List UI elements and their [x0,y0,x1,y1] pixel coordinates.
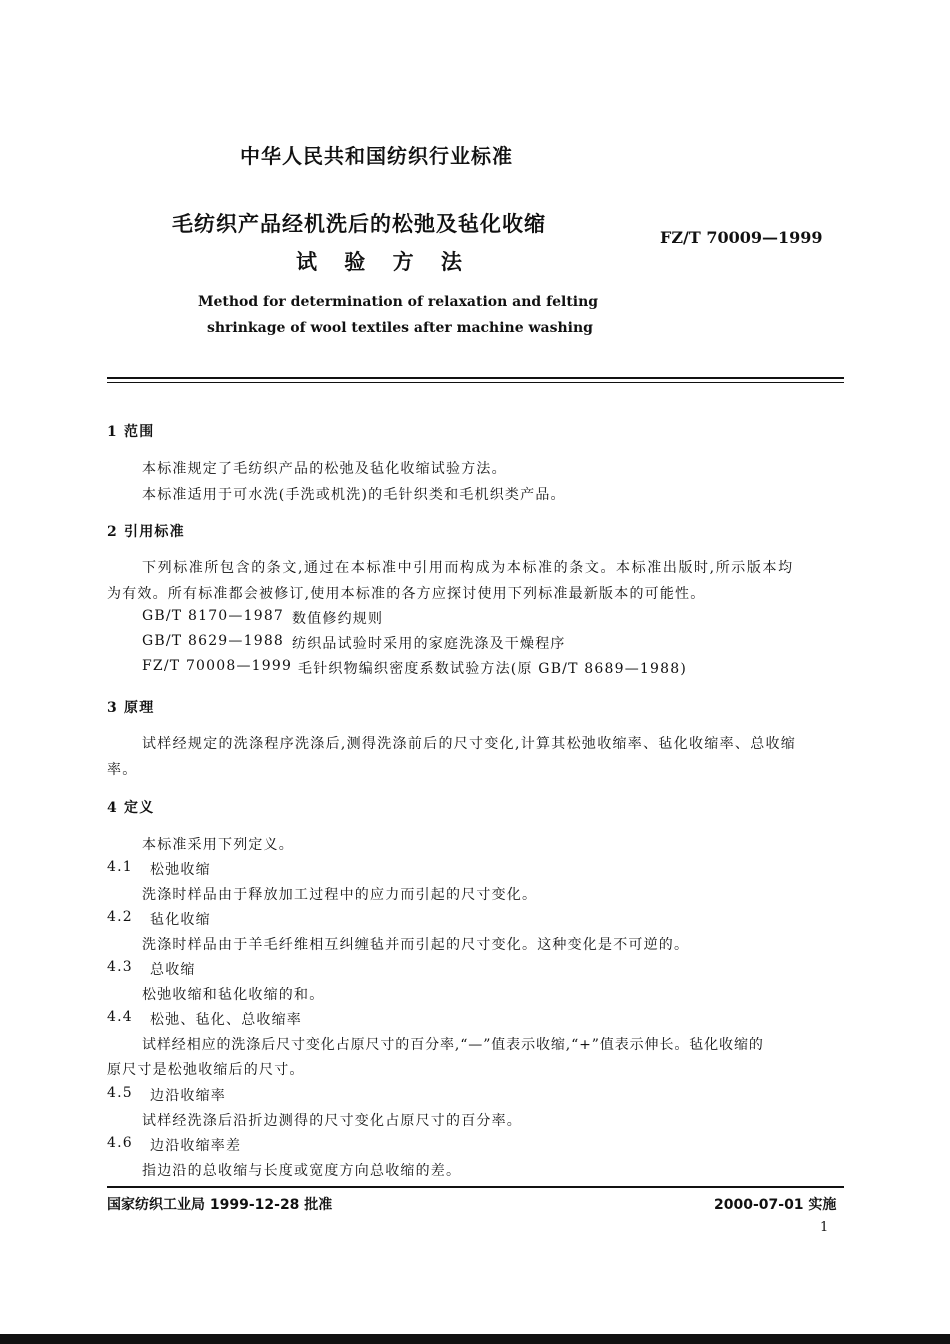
reference-title: 毛针织物编织密度系数试验方法(原 GB/T 8689—1988) [298,661,688,677]
section-3-paragraph-line1: 试样经规定的洗涤程序洗涤后,测得洗涤前后的尺寸变化,计算其松弛收缩率、毡化收缩率、总收缩 [142,736,797,752]
english-title-line2: shrinkage of wool textiles after machine washing [207,320,593,336]
definition-term: 毡化收缩 [150,912,211,928]
section-1-paragraph-1: 本标准规定了毛纺织产品的松弛及毡化收缩试验方法。 [142,461,507,477]
definition-number: 4.3 [107,959,133,975]
reference-code: FZ/T 70008—1999 [142,658,293,674]
definition-number: 4.2 [107,909,133,925]
header-divider-thick [107,377,844,379]
section-2-paragraph-line2: 为有效。所有标准都会被修订,使用本标准的各方应探讨使用下列标准最新版本的可能性。 [107,586,706,602]
section-2-paragraph-line1: 下列标准所包含的条文,通过在本标准中引用而构成为本标准的条文。本标准出版时,所示版本均 [142,560,794,576]
page-number: 1 [820,1220,829,1235]
section-1-paragraph-2: 本标准适用于可水洗(手洗或机洗)的毛针织类和毛机织类产品。 [142,487,566,503]
document-title-line1: 毛纺织产品经机洗后的松弛及毡化收缩 [172,212,546,236]
definition-text: 试样经相应的洗涤后尺寸变化占原尺寸的百分率,“—”值表示收缩,“+”值表示伸长。毡化收缩的 [142,1037,764,1053]
section-3-heading: 3 原理 [107,700,155,716]
document-title-line2: 试 验 方 法 [296,250,472,274]
definition-text: 指边沿的总收缩与长度或宽度方向总收缩的差。 [142,1163,462,1179]
definition-text: 洗涤时样品由于释放加工过程中的应力而引起的尺寸变化。 [142,887,538,903]
definition-term: 边沿收缩率差 [150,1138,242,1154]
english-title-line1: Method for determination of relaxation and felting [198,294,599,310]
section-1-heading: 1 范围 [107,424,155,440]
approval-line: 国家纺织工业局 1999-12-28 批准 [107,1197,333,1213]
reference-title: 纺织品试验时采用的家庭洗涤及干燥程序 [292,636,566,652]
section-4-heading: 4 定义 [107,800,155,816]
section-3-paragraph-line2: 率。 [107,762,138,778]
definition-term: 边沿收缩率 [150,1088,226,1104]
section-4-intro: 本标准采用下列定义。 [142,837,294,853]
implementation-date: 2000-07-01 实施 [714,1197,837,1213]
definition-text: 松弛收缩和毡化收缩的和。 [142,987,325,1003]
footer-divider [107,1186,844,1188]
scan-bottom-edge [0,1334,950,1344]
definition-text: 洗涤时样品由于羊毛纤维相互纠缠毡并而引起的尺寸变化。这种变化是不可逆的。 [142,937,690,953]
reference-code: GB/T 8170—1987 [142,608,285,624]
definition-number: 4.6 [107,1135,133,1151]
reference-title: 数值修约规则 [292,611,384,627]
definition-text: 试样经洗涤后沿折边测得的尺寸变化占原尺寸的百分率。 [142,1113,522,1129]
reference-code: GB/T 8629—1988 [142,633,285,649]
industry-standard-title: 中华人民共和国纺织行业标准 [240,144,513,168]
definition-term: 松弛收缩 [150,862,211,878]
definition-number: 4.1 [107,859,133,875]
definition-term: 总收缩 [150,962,196,978]
definition-number: 4.4 [107,1009,133,1025]
section-2-heading: 2 引用标准 [107,524,185,540]
definition-number: 4.5 [107,1085,133,1101]
header-divider-thin [107,382,844,383]
standard-code: FZ/T 70009—1999 [660,228,823,247]
definition-term: 松弛、毡化、总收缩率 [150,1012,302,1028]
definition-text-continued: 原尺寸是松弛收缩后的尺寸。 [107,1062,305,1078]
